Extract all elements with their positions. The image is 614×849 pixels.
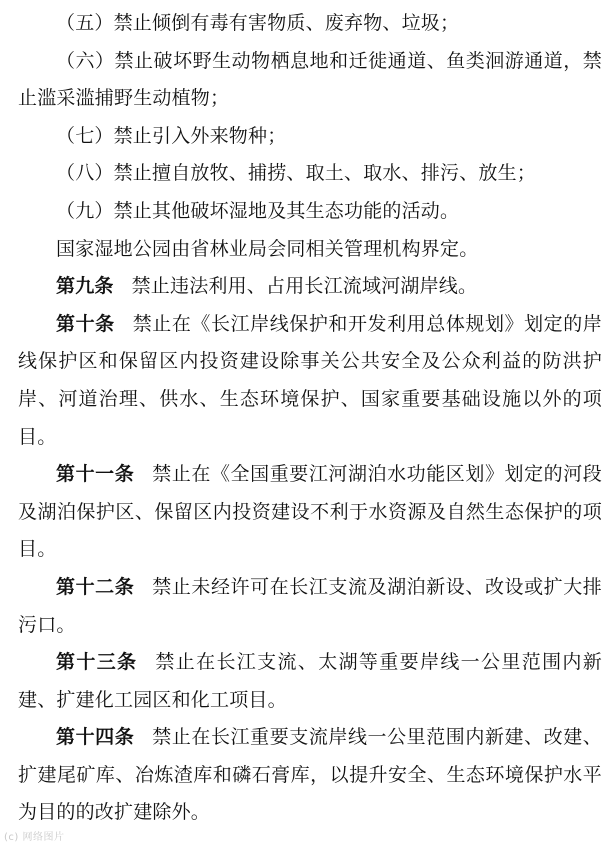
article-11-text: 禁止在《全国重要江河湖泊水功能区划》划定的河段及湖泊保护区、保留区内投资建设不利于水资源及自然生态保护的项目。 bbox=[18, 463, 602, 561]
document-body bbox=[18, 5, 602, 832]
article-12-title: 第十二条 bbox=[56, 575, 135, 598]
article-13-title: 第十三条 bbox=[56, 651, 138, 674]
article-12 bbox=[18, 569, 602, 644]
list-item-9: （九）禁止其他破坏湿地及其生态功能的活动。 bbox=[56, 199, 460, 222]
list-item-7: （七）禁止引入外来物种； bbox=[56, 124, 287, 147]
article-12-text: 禁止未经许可在长江支流及湖泊新设、改设或扩大排污口。 bbox=[18, 575, 602, 636]
article-11-title: 第十一条 bbox=[56, 463, 135, 486]
list-item-5: （五）禁止倾倒有毒有害物质、废弃物、垃圾； bbox=[56, 12, 460, 34]
article-13 bbox=[18, 644, 602, 719]
article-9 bbox=[18, 268, 602, 306]
article-14-title: 第十四条 bbox=[56, 726, 135, 749]
article-10-text: 禁止在《长江岸线保护和开发利用总体规划》划定的岸线保护区和保留区内投资建设除事关公共安全及公众利益的防洪护岸、河道治理、供水、生态环境保护、国家重要基础设施以外的项目。 bbox=[18, 312, 602, 448]
article-14 bbox=[18, 719, 602, 832]
article-14-text: 禁止在长江重要支流岸线一公里范围内新建、改建、扩建尾矿库、冶炼渣库和磷石膏库，以提升安全、生态环境保护水平为目的的改扩建除外。 bbox=[18, 726, 602, 824]
article-11 bbox=[18, 456, 602, 569]
list-item-8: （八）禁止擅自放牧、捕捞、取土、取水、排污、放生； bbox=[56, 162, 537, 185]
article-10 bbox=[18, 306, 602, 456]
article-9-text: 禁止违法利用、占用长江流域河湖岸线。 bbox=[131, 275, 478, 298]
article-9-title: 第九条 bbox=[56, 275, 114, 298]
wetland-note: 国家湿地公园由省林业局会同相关管理机构界定。 bbox=[56, 237, 479, 260]
list-item-6: （六）禁止破坏野生动物栖息地和迁徙通道、鱼类洄游通道，禁止滥采滥捕野生动植物； bbox=[18, 49, 602, 110]
watermark: (c) 网络图片 bbox=[4, 832, 65, 843]
article-10-title: 第十条 bbox=[56, 312, 115, 335]
article-13-text: 禁止在长江支流、太湖等重要岸线一公里范围内新建、扩建化工园区和化工项目。 bbox=[18, 651, 602, 711]
